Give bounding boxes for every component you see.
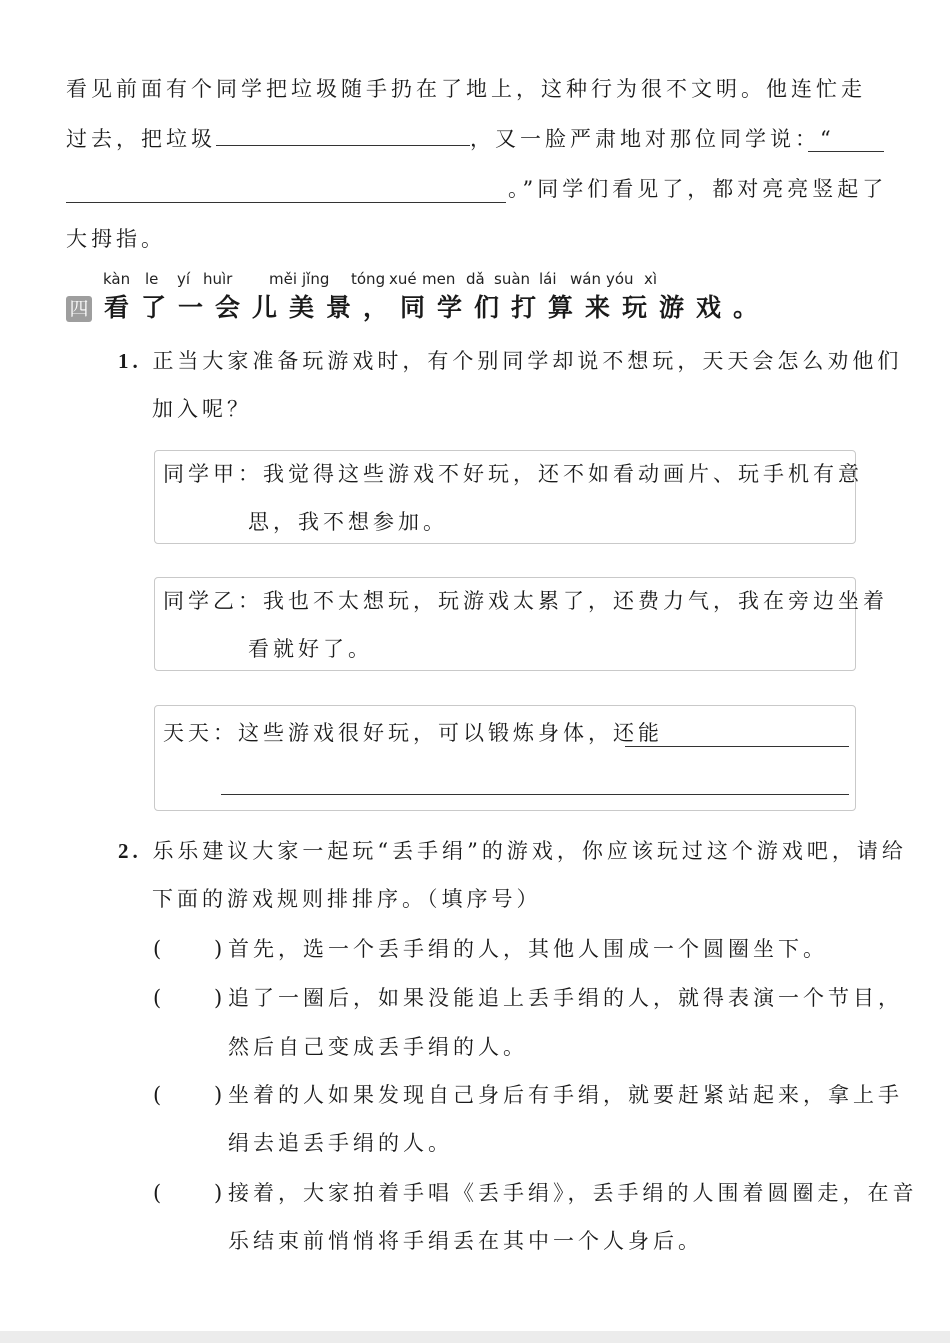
dialogue-box-classmate-a [154,450,863,544]
order-blank-close: ) [214,1181,223,1205]
rule-item-3: 坐着的人如果发现自己身后有手绢，就要赶紧站起来，拿上手 [228,1083,903,1107]
pinyin: jǐng [302,270,330,288]
question-1-line-1 [118,346,902,376]
pinyin: wán [570,270,601,288]
order-blank-open[interactable]: ( [153,1181,162,1205]
order-blank-open[interactable]: ( [153,1083,162,1107]
dialogue-text: 这些游戏很好玩，可以锻炼身体，还能 [238,721,663,745]
rule-item-1: 首先，选一个丢手绢的人，其他人围成一个圆圈坐下。 [228,937,828,961]
passage-text: ，又一脸严肃地对那位同学说：“ [470,127,835,151]
passage-text: 过去，把垃圾 [66,127,216,151]
passage-line-2 [66,124,835,154]
speaker-label: 天天： [163,721,238,745]
question-text: 正当大家准备玩游戏时，有个别同学却说不想玩，天天会怎么劝他们 [152,349,903,373]
page-bottom-edge [0,1331,950,1343]
answer-blank-2[interactable] [66,202,506,203]
dialogue-box-tiantian [154,705,856,811]
answer-blank-4[interactable] [221,794,849,795]
rule-item-3-cont: 绢去追丢手绢的人。 [228,1131,453,1155]
pinyin: kàn [103,270,131,288]
pinyin: huìr [203,270,233,288]
answer-blank-2-start[interactable] [808,151,884,152]
question-text: 乐乐建议大家一起玩“丢手绢”的游戏，你应该玩过这个游戏吧，请给 [152,839,907,863]
question-number: 1. [118,349,142,373]
answer-blank-1[interactable] [216,125,470,146]
pinyin: lái [539,270,557,288]
dialogue-line-2: 思，我不想参加。 [248,510,448,534]
passage-line-1: 看见前面有个同学把垃圾随手扔在了地上，这种行为很不文明。他连忙走 [66,77,866,101]
pinyin: xué [389,270,417,288]
rule-item-4-cont: 乐结束前悄悄将手绢丢在其中一个人身后。 [228,1229,703,1253]
pinyin: yí [177,270,191,288]
pinyin: yóu [606,270,634,288]
pinyin: dǎ [466,270,485,288]
dialogue-line [163,586,888,616]
dialogue-line [163,718,663,748]
question-2-line-2: 下面的游戏规则排排序。（填序号） [152,887,542,911]
pinyin: měi [269,270,298,288]
dialogue-line-2: 看就好了。 [248,637,373,661]
question-1-line-2: 加入呢？ [152,397,252,421]
order-blank-close: ) [214,1083,223,1107]
order-blank-close: ) [214,937,223,961]
pinyin: suàn [494,270,531,288]
pinyin: le [145,270,159,288]
section-number-badge: 四 [66,296,92,322]
dialogue-line [163,459,863,489]
dialogue-box-classmate-b [154,577,888,671]
rule-item-2-cont: 然后自己变成丢手绢的人。 [228,1035,528,1059]
dialogue-text: 我觉得这些游戏不好玩，还不如看动画片、玩手机有意 [263,462,863,486]
order-blank-close: ) [214,986,223,1010]
pinyin: xì [644,270,658,288]
speaker-label: 同学乙： [163,589,263,613]
question-number: 2. [118,839,142,863]
rule-item-4: 接着，大家拍着手唱《丢手绢》，丢手绢的人围着圆圈走，在音 [228,1181,918,1205]
section-title: 看了一会儿美景，同学们打算来玩游戏。 [104,293,771,322]
dialogue-text: 我也不太想玩，玩游戏太累了，还费力气，我在旁边坐着 [263,589,888,613]
speaker-label: 同学甲： [163,462,263,486]
rule-item-2: 追了一圈后，如果没能追上丢手绢的人，就得表演一个节目， [228,986,903,1010]
pinyin: men [422,270,456,288]
pinyin: tóng [351,270,386,288]
passage-line-4: 大拇指。 [66,227,166,251]
order-blank-open[interactable]: ( [153,937,162,961]
order-blank-open[interactable]: ( [153,986,162,1010]
answer-blank-3[interactable] [625,746,849,747]
question-2-line-1 [118,836,907,866]
passage-line-3: 。”同学们看见了，都对亮亮竖起了 [508,177,888,201]
